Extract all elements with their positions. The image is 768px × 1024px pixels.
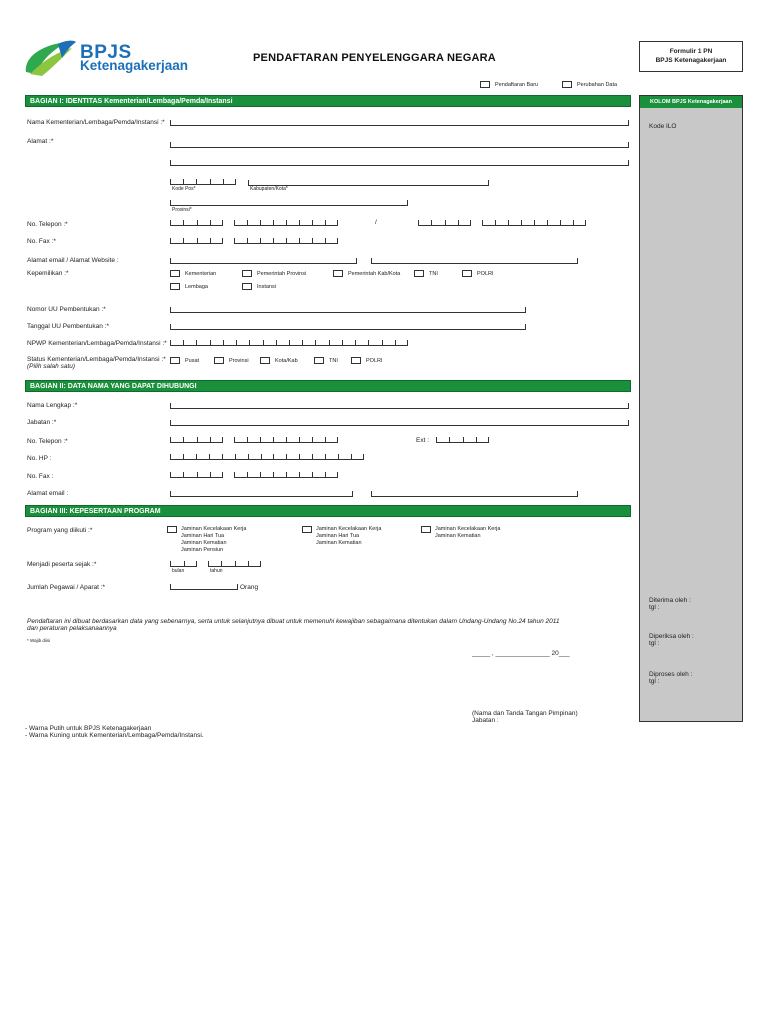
- input-alamat-2[interactable]: [170, 159, 629, 166]
- option-instansi[interactable]: Instansi: [242, 283, 276, 290]
- tick-mark: [183, 340, 184, 346]
- tick-mark: [260, 220, 261, 226]
- tick-mark: [338, 454, 339, 460]
- label-nama-instansi: Nama Kementerian/Lembaga/Pemda/Instansi :*: [27, 119, 165, 126]
- kode-ilo-label: Kode ILO: [649, 123, 677, 130]
- bpjs-logo-icon: [22, 38, 78, 78]
- tick-mark: [286, 238, 287, 244]
- tick-mark: [560, 220, 561, 226]
- tick-mark: [170, 561, 171, 567]
- tick-mark: [355, 340, 356, 346]
- label-orang: Orang: [240, 584, 259, 591]
- tick-mark: [547, 220, 548, 226]
- tick-mark: [521, 220, 522, 226]
- input-hp[interactable]: [170, 454, 364, 460]
- section-3-header: BAGIAN III: KEPESERTAAN PROGRAM: [25, 505, 631, 517]
- input-tahun[interactable]: [208, 561, 261, 567]
- date-signature-line: _____ , _______________ 20___: [472, 650, 570, 657]
- option-program-2[interactable]: Jaminan Kecelakaan Kerja Jaminan Hari Tua Jaminan Kematian: [302, 526, 381, 547]
- tick-mark: [222, 454, 223, 460]
- input-email[interactable]: [170, 257, 357, 264]
- input-telepon-area[interactable]: [170, 220, 223, 226]
- label-ext: Ext :: [416, 437, 430, 444]
- label-jumlah-pegawai: Jumlah Pegawai / Aparat :*: [27, 584, 106, 591]
- input-telepon-number-2[interactable]: [482, 220, 586, 226]
- option-provinsi[interactable]: Provinsi: [214, 357, 249, 364]
- tick-mark: [197, 472, 198, 478]
- tick-mark: [260, 437, 261, 443]
- bpjs-column-title: KOLOM BPJS Ketenagakerjaan: [640, 96, 742, 108]
- tick-mark: [312, 220, 313, 226]
- signature-jabatan: Jabatan :: [472, 717, 499, 724]
- tick-mark: [458, 220, 459, 226]
- label-kontak-email: Alamat email :: [27, 490, 69, 497]
- input-bulan[interactable]: [170, 561, 197, 567]
- tick-mark: [235, 561, 236, 567]
- tick-mark: [247, 238, 248, 244]
- diproses-label: Diproses oleh : tgl :: [649, 671, 693, 685]
- tick-mark: [222, 238, 223, 244]
- tick-mark: [329, 340, 330, 346]
- input-kontak-fax-area[interactable]: [170, 472, 223, 478]
- tick-mark: [407, 340, 408, 346]
- tick-mark: [368, 340, 369, 346]
- label-provinsi: Provinsi*: [172, 207, 192, 213]
- logo-text-ketenagakerjaan: Ketenagakerjaan: [80, 58, 189, 73]
- tick-mark: [170, 472, 171, 478]
- tick-mark: [312, 454, 313, 460]
- tick-mark: [183, 472, 184, 478]
- tick-mark: [495, 220, 496, 226]
- tick-mark: [210, 220, 211, 226]
- tick-mark: [299, 454, 300, 460]
- option-status-tni[interactable]: TNI: [314, 357, 338, 364]
- tick-mark: [337, 238, 338, 244]
- tick-mark: [170, 454, 171, 460]
- tick-mark: [325, 238, 326, 244]
- tick-mark: [382, 340, 383, 346]
- tick-mark: [573, 220, 574, 226]
- tick-mark: [286, 437, 287, 443]
- tick-mark: [170, 340, 171, 346]
- input-jabatan[interactable]: [170, 419, 629, 426]
- input-provinsi[interactable]: [170, 199, 408, 206]
- input-kontak-email-1[interactable]: [170, 490, 353, 497]
- tick-mark: [273, 220, 274, 226]
- label-fax: No. Fax :*: [27, 238, 56, 245]
- tick-mark: [222, 220, 223, 226]
- tick-mark: [196, 179, 197, 185]
- tick-mark: [436, 437, 437, 443]
- input-jumlah-pegawai[interactable]: [170, 583, 238, 590]
- label-kepemilikan: Kepemilikan :*: [27, 270, 69, 277]
- tick-mark: [299, 472, 300, 478]
- label-peserta-sejak: Menjadi peserta sejak :*: [27, 561, 97, 568]
- input-kontak-fax-number[interactable]: [234, 472, 338, 478]
- label-program: Program yang diikuti :*: [27, 527, 93, 534]
- tick-mark: [337, 472, 338, 478]
- label-jabatan: Jabatan :*: [27, 419, 57, 426]
- tick-mark: [342, 340, 343, 346]
- tick-mark: [209, 454, 210, 460]
- checkbox[interactable]: [562, 81, 572, 88]
- label-email-website: Alamat email / Alamat Website :: [27, 257, 119, 264]
- tick-mark: [286, 454, 287, 460]
- tick-mark: [470, 220, 471, 226]
- tick-mark: [183, 179, 184, 185]
- tick-mark: [312, 472, 313, 478]
- tick-mark: [263, 340, 264, 346]
- tick-mark: [585, 220, 586, 226]
- tick-mark: [260, 472, 261, 478]
- tick-mark: [223, 340, 224, 346]
- tick-mark: [208, 561, 209, 567]
- tick-mark: [234, 220, 235, 226]
- tick-mark: [197, 220, 198, 226]
- tick-mark: [248, 561, 249, 567]
- label-tgl-uu: Tanggal UU Pembentukan :*: [27, 323, 110, 330]
- option-program-1[interactable]: Jaminan Kecelakaan Kerja Jaminan Hari Tua Jaminan Kematian Jaminan Pensiun: [167, 526, 246, 554]
- option-pemerintah-kab-kota[interactable]: Pemerintah Kab/Kota: [333, 270, 400, 277]
- tick-mark: [273, 472, 274, 478]
- tick-mark: [431, 220, 432, 226]
- tick-mark: [299, 220, 300, 226]
- input-telepon-number[interactable]: [234, 220, 338, 226]
- tick-mark: [248, 454, 249, 460]
- tick-mark: [261, 454, 262, 460]
- form-owner: BPJS Ketenagakerjaan: [655, 57, 727, 64]
- tick-mark: [247, 437, 248, 443]
- tick-mark: [302, 340, 303, 346]
- tick-mark: [210, 437, 211, 443]
- input-website[interactable]: [371, 257, 578, 264]
- tick-mark: [325, 437, 326, 443]
- option-pusat[interactable]: Pusat: [170, 357, 199, 364]
- label-alamat: Alamat :*: [27, 138, 54, 145]
- form-id-box: [639, 41, 743, 72]
- tick-mark: [197, 437, 198, 443]
- option-tni[interactable]: TNI: [414, 270, 438, 277]
- label-kode-pos: Kode Pos*: [172, 186, 196, 192]
- tick-mark: [260, 238, 261, 244]
- input-kontak-email-2[interactable]: [371, 490, 578, 497]
- logo: [22, 38, 212, 80]
- tick-mark: [418, 220, 419, 226]
- copy-note-white: - Warna Putih untuk BPJS Ketenagakerjaan: [25, 725, 152, 732]
- label-npwp: NPWP Kementerian/Lembaga/Pemda/Instansi :*: [27, 340, 167, 347]
- tick-mark: [210, 340, 211, 346]
- tick-mark: [482, 220, 483, 226]
- declaration-text: Pendaftaran ini dibuat berdasarkan data yang sebenarnya, serta untuk selanjutnya dibuat untuk memenuhi kewajiban sebagaimana ditentukan dalam Undang-Undang No.24 tahun 2011 dan peraturan pelaksanaannya: [27, 618, 560, 632]
- tick-mark: [337, 437, 338, 443]
- tick-mark: [170, 220, 171, 226]
- label-hp: No. HP :: [27, 455, 52, 462]
- tick-mark: [210, 238, 211, 244]
- input-tgl-uu[interactable]: [170, 323, 526, 330]
- tick-mark: [286, 472, 287, 478]
- tick-mark: [273, 454, 274, 460]
- tick-mark: [196, 454, 197, 460]
- tick-mark: [247, 472, 248, 478]
- tick-mark: [395, 340, 396, 346]
- tick-mark: [221, 561, 222, 567]
- tick-mark: [445, 220, 446, 226]
- tick-mark: [337, 220, 338, 226]
- tick-mark: [312, 238, 313, 244]
- page-title: PENDAFTARAN PENYELENGGARA NEGARA: [253, 52, 496, 64]
- input-ext[interactable]: [436, 437, 489, 443]
- tick-mark: [325, 472, 326, 478]
- label-nama-lengkap: Nama Lengkap :*: [27, 402, 78, 409]
- tick-mark: [286, 220, 287, 226]
- tick-mark: [463, 437, 464, 443]
- tick-mark: [273, 437, 274, 443]
- tick-mark: [196, 340, 197, 346]
- tick-mark: [170, 179, 171, 185]
- tick-mark: [234, 472, 235, 478]
- label-telepon: No. Telepon :*: [27, 221, 68, 228]
- label-status: Status Kementerian/Lembaga/Pemda/Instansi :* (Pilih salah satu): [27, 356, 166, 370]
- tick-mark: [488, 437, 489, 443]
- required-note: * Wajib diisi: [27, 638, 51, 643]
- tick-mark: [325, 454, 326, 460]
- tick-mark: [273, 238, 274, 244]
- tick-mark: [260, 561, 261, 567]
- option-polri[interactable]: POLRI: [462, 270, 494, 277]
- input-nama-lengkap[interactable]: [170, 402, 629, 409]
- input-kontak-telepon-number[interactable]: [234, 437, 338, 443]
- tick-mark: [235, 454, 236, 460]
- tick-mark: [197, 238, 198, 244]
- tick-mark: [170, 238, 171, 244]
- tick-mark: [476, 437, 477, 443]
- input-fax-area[interactable]: [170, 238, 223, 244]
- option-program-3[interactable]: Jaminan Kecelakaan Kerja Jaminan Kematian: [421, 526, 500, 540]
- label-kabupaten: Kabupaten/Kota*: [250, 186, 288, 192]
- tick-mark: [534, 220, 535, 226]
- tick-mark: [183, 220, 184, 226]
- tick-mark: [223, 179, 224, 185]
- label-uu: Nomor UU Pembentukan :*: [27, 306, 106, 313]
- tick-mark: [183, 437, 184, 443]
- option-status-polri[interactable]: POLRI: [351, 357, 383, 364]
- option-lembaga[interactable]: Lembaga: [170, 283, 208, 290]
- option-kementerian[interactable]: Kementerian: [170, 270, 216, 277]
- tick-mark: [247, 220, 248, 226]
- tick-mark: [325, 220, 326, 226]
- tick-mark: [184, 561, 185, 567]
- option-perubahan-data[interactable]: Perubahan Data: [562, 81, 617, 88]
- option-kota-kab[interactable]: Kota/Kab: [260, 357, 298, 364]
- tick-mark: [234, 437, 235, 443]
- copy-note-yellow: - Warna Kuning untuk Kementerian/Lembaga/Pemda/Instansi.: [25, 732, 204, 739]
- diperiksa-label: Diperiksa oleh : tgl :: [649, 633, 694, 647]
- tick-mark: [508, 220, 509, 226]
- tick-mark: [170, 437, 171, 443]
- input-telepon-area-2[interactable]: [418, 220, 471, 226]
- tick-mark: [210, 472, 211, 478]
- input-kode-pos[interactable]: [170, 179, 236, 185]
- input-npwp[interactable]: [170, 340, 408, 346]
- tick-mark: [236, 340, 237, 346]
- tick-mark: [363, 454, 364, 460]
- tick-mark: [222, 437, 223, 443]
- tick-mark: [235, 179, 236, 185]
- tick-mark: [222, 472, 223, 478]
- tick-mark: [351, 454, 352, 460]
- label-kontak-telepon: No. Telepon :*: [27, 438, 68, 445]
- input-fax-number[interactable]: [234, 238, 338, 244]
- label-kontak-fax: No. Fax :: [27, 473, 54, 480]
- tick-mark: [183, 238, 184, 244]
- bpjs-column: [639, 95, 743, 722]
- input-alamat-1[interactable]: [170, 141, 629, 148]
- signature-label: (Nama dan Tanda Tangan Pimpinan): [472, 710, 578, 717]
- section-2-header: BAGIAN II: DATA NAMA YANG DAPAT DIHUBUNGI: [25, 380, 631, 392]
- diterima-label: Diterima oleh : tgl :: [649, 597, 691, 611]
- option-pemerintah-provinsi[interactable]: Pemerintah Provinsi: [242, 270, 306, 277]
- tick-mark: [299, 437, 300, 443]
- form-number: Formulir 1 PN: [669, 48, 713, 55]
- checkbox[interactable]: [480, 81, 490, 88]
- tick-mark: [196, 561, 197, 567]
- tick-mark: [299, 238, 300, 244]
- telepon-separator: /: [375, 219, 377, 226]
- tick-mark: [276, 340, 277, 346]
- tick-mark: [183, 454, 184, 460]
- label-tahun: tahun: [210, 568, 223, 574]
- tick-mark: [449, 437, 450, 443]
- input-nama-instansi[interactable]: [170, 119, 629, 126]
- logo-text-bpjs: BPJS: [80, 42, 132, 63]
- option-pendaftaran-baru[interactable]: Pendaftaran Baru: [480, 81, 538, 88]
- input-uu[interactable]: [170, 306, 526, 313]
- input-kontak-telepon-area[interactable]: [170, 437, 223, 443]
- section-1-header: BAGIAN I: IDENTITAS Kementerian/Lembaga/Pemda/Instansi: [25, 95, 631, 107]
- input-kabupaten[interactable]: [248, 179, 489, 186]
- tick-mark: [312, 437, 313, 443]
- tick-mark: [315, 340, 316, 346]
- tick-mark: [234, 238, 235, 244]
- tick-mark: [249, 340, 250, 346]
- tick-mark: [289, 340, 290, 346]
- label-bulan: bulan: [172, 568, 185, 574]
- tick-mark: [210, 179, 211, 185]
